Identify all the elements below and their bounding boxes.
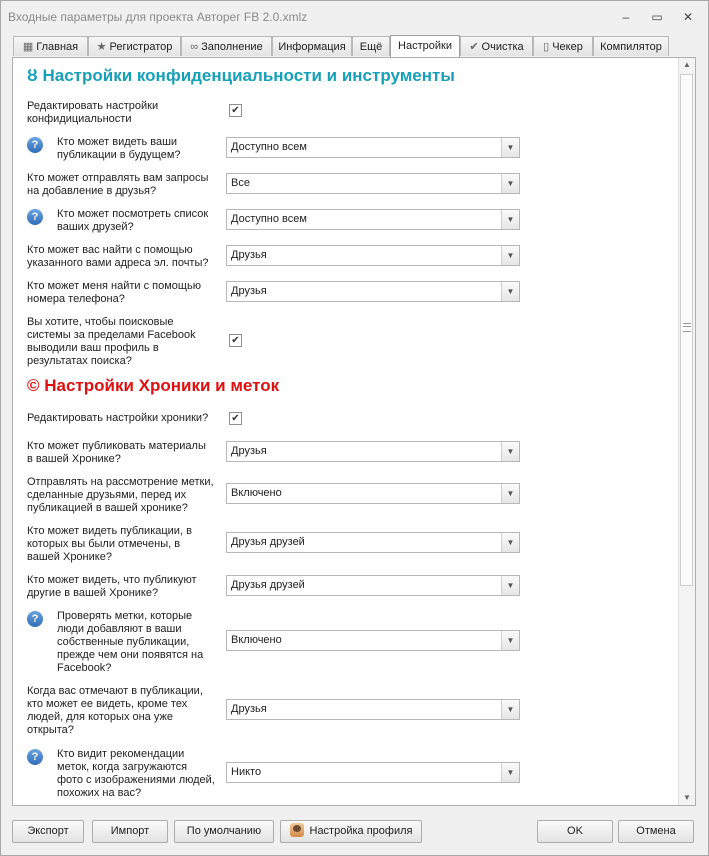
privacy-heading xyxy=(27,66,455,86)
help-icon[interactable]: ? xyxy=(27,209,43,225)
setting-label: Кто может видеть ваши публикации в будущем? xyxy=(57,136,181,161)
grid-icon: ▦ xyxy=(22,41,34,53)
tag-suggestions-select[interactable] xyxy=(226,762,520,783)
friend-requests-select[interactable] xyxy=(226,173,520,194)
cancel-button[interactable]: Отмена xyxy=(618,820,694,843)
scroll-down-arrow-icon[interactable]: ▼ xyxy=(683,793,691,802)
scrollbar-thumb[interactable] xyxy=(680,74,693,586)
select-value: Никто xyxy=(231,766,262,778)
phone-lookup-select[interactable] xyxy=(226,281,520,302)
tab-main[interactable] xyxy=(13,36,88,56)
profile-settings-button[interactable] xyxy=(280,820,422,843)
setting-label: Редактировать настройки хроники? xyxy=(27,412,209,424)
checkmark-icon: ✔ xyxy=(469,41,479,53)
chevron-down-icon: ▼ xyxy=(501,533,519,552)
default-button[interactable]: По умолчанию xyxy=(174,820,274,843)
setting-label: Вы хотите, чтобы поисковые системы за пределами Facebook выводили ваш профиль в результатах поиска? xyxy=(27,316,196,367)
tab-cleanup[interactable] xyxy=(460,36,533,56)
phone-icon: ▯ xyxy=(543,41,550,53)
setting-label: Кто может видеть, что публикуют другие в вашей Хронике? xyxy=(27,574,197,599)
help-icon[interactable]: ? xyxy=(27,611,43,627)
future-posts-visibility-select[interactable] xyxy=(226,137,520,158)
select-value: Друзья xyxy=(231,285,267,297)
grip-icon xyxy=(683,323,691,332)
setting-label: Кто может посмотреть список ваших друзей? xyxy=(57,208,209,233)
close-button[interactable]: ✕ xyxy=(682,10,694,24)
tab-label: Чекер xyxy=(552,41,583,53)
select-value: Доступно всем xyxy=(231,141,307,153)
settings-content xyxy=(13,58,679,805)
tab-label: Компилятор xyxy=(600,41,662,53)
chevron-down-icon: ▼ xyxy=(501,246,519,265)
setting-label: Кто может публиковать материалы в вашей Хронике? xyxy=(27,440,206,465)
others-posts-visibility-select[interactable] xyxy=(226,575,520,596)
tag-review-select[interactable] xyxy=(226,483,520,504)
setting-label: Кто видит рекомендации меток, когда загружаются фото с изображениями людей, похожих на вас? xyxy=(57,748,215,799)
setting-label: Редактировать настройки конфидициальности xyxy=(27,100,159,125)
tab-settings[interactable] xyxy=(390,35,460,57)
email-lookup-select[interactable] xyxy=(226,245,520,266)
select-value: Друзья xyxy=(231,249,267,261)
tab-label: Ещё xyxy=(359,41,383,53)
chevron-down-icon: ▼ xyxy=(501,174,519,193)
select-value: Включено xyxy=(231,634,282,646)
select-value: Доступно всем xyxy=(231,213,307,225)
tab-checker[interactable] xyxy=(533,36,593,56)
profile-settings-label: Настройка профиля xyxy=(309,825,413,837)
chevron-down-icon: ▼ xyxy=(501,282,519,301)
chevron-down-icon: ▼ xyxy=(501,210,519,229)
edit-timeline-checkbox[interactable]: ✔ xyxy=(229,412,242,425)
vertical-scrollbar[interactable] xyxy=(678,58,695,805)
select-value: Друзья друзей xyxy=(231,536,305,548)
tab-fill[interactable] xyxy=(181,36,272,56)
timeline-posting-select[interactable] xyxy=(226,441,520,462)
setting-label: Отправлять на рассмотрение метки, сделанные друзьями, перед их публикацией в вашей хронике? xyxy=(27,476,214,514)
tagged-posts-visibility-select[interactable] xyxy=(226,532,520,553)
infinity-icon: ∞ xyxy=(190,41,199,53)
select-value: Друзья xyxy=(231,445,267,457)
help-icon[interactable]: ? xyxy=(27,137,43,153)
window-title: Входные параметры для проекта Авторег FB 2.0.xmlz xyxy=(8,10,308,24)
tab-label: Очистка xyxy=(481,41,524,53)
tab-label: Главная xyxy=(36,41,79,53)
chevron-down-icon: ▼ xyxy=(501,484,519,503)
select-value: Включено xyxy=(231,487,282,499)
ok-button[interactable]: OK xyxy=(537,820,613,843)
tab-info[interactable] xyxy=(272,36,352,56)
setting-label: Кто может видеть публикации, в которых вы были отмечены, в вашей Хронике? xyxy=(27,525,192,563)
user-avatar-icon xyxy=(290,823,304,837)
edit-privacy-checkbox[interactable]: ✔ xyxy=(229,104,242,117)
help-icon[interactable]: ? xyxy=(27,749,43,765)
tab-label: Настройки xyxy=(398,40,452,52)
tab-more[interactable] xyxy=(352,36,390,56)
chevron-down-icon: ▼ xyxy=(501,442,519,461)
select-value: Друзья друзей xyxy=(231,579,305,591)
chevron-down-icon: ▼ xyxy=(501,700,519,719)
setting-label: Кто может вас найти с помощью указанного вами адреса эл. почты? xyxy=(27,244,209,269)
timeline-heading: © Настройки Хроники и меток xyxy=(27,376,280,395)
chevron-down-icon: ▼ xyxy=(501,576,519,595)
chevron-down-icon: ▼ xyxy=(501,631,519,650)
friends-list-visibility-select[interactable] xyxy=(226,209,520,230)
settings-panel xyxy=(12,57,696,806)
select-value: Все xyxy=(231,177,250,189)
setting-label: Кто может меня найти с помощью номера телефона? xyxy=(27,280,201,305)
select-value: Друзья xyxy=(231,703,267,715)
tab-label: Информация xyxy=(278,41,346,53)
export-button[interactable]: Экспорт xyxy=(12,820,84,843)
tab-label: Заполнение xyxy=(201,41,263,53)
setting-label: Когда вас отмечают в публикации, кто может ее видеть, кроме тех людей, для которых она уже открыта? xyxy=(27,685,203,736)
chevron-down-icon: ▼ xyxy=(501,763,519,782)
privacy-heading-text: Настройки конфиденциальности и инструменты xyxy=(42,66,455,85)
tab-registrator[interactable] xyxy=(88,36,181,56)
chevron-down-icon: ▼ xyxy=(501,138,519,157)
review-tags-select[interactable] xyxy=(226,630,520,651)
scroll-up-arrow-icon[interactable]: ▲ xyxy=(683,60,691,69)
tab-compiler[interactable] xyxy=(593,36,669,56)
search-engines-checkbox[interactable]: ✔ xyxy=(229,334,242,347)
title-bar xyxy=(1,1,708,33)
setting-label: Кто может отправлять вам запросы на добавление в друзья? xyxy=(27,172,209,197)
tab-label: Регистратор xyxy=(109,41,173,53)
tag-audience-select[interactable] xyxy=(226,699,520,720)
minimize-button[interactable]: – xyxy=(622,10,630,24)
maximize-button[interactable]: ▭ xyxy=(651,10,663,24)
star-icon: ★ xyxy=(96,41,107,53)
binoculars-icon: ȣ xyxy=(27,66,38,85)
import-button[interactable]: Импорт xyxy=(92,820,168,843)
setting-label: Проверять метки, которые люди добавляют в ваши собственные публикации, прежде чем они появятся на Facebook? xyxy=(57,610,204,674)
